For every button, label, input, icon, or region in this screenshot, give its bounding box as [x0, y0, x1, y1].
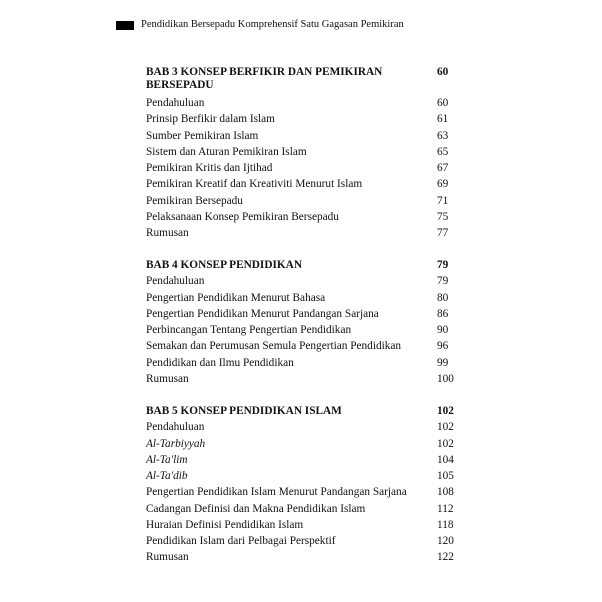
- toc-entry-label: Pemikiran Bersepadu: [146, 194, 243, 207]
- toc-entry-page: 96: [437, 340, 449, 353]
- toc-entry-label: Pengertian Pendidikan Islam Menurut Pandangan Sarjana: [146, 486, 407, 499]
- toc-entry[interactable]: [146, 371, 466, 387]
- toc-section-bab4: [146, 257, 466, 387]
- toc-entry-label: Pendahuluan: [146, 421, 205, 434]
- toc-entry[interactable]: [146, 549, 466, 565]
- toc-entry-label: Pengertian Pendidikan Menurut Pandangan Sarjana: [146, 307, 379, 320]
- toc-entry-page: 86: [437, 307, 449, 320]
- chapter-title[interactable]: [146, 257, 466, 273]
- chapter-page-number: 102: [437, 405, 454, 417]
- toc-entry[interactable]: [146, 111, 466, 127]
- toc-entry[interactable]: [146, 501, 466, 517]
- toc-section-bab3: [146, 66, 466, 241]
- running-header: Pendidikan Bersepadu Komprehensif Satu Gagasan Pemikiran: [141, 19, 404, 30]
- toc-entry-label: Huraian Definisi Pendidikan Islam: [146, 518, 304, 531]
- chapter-title[interactable]: [146, 403, 466, 419]
- toc-entry[interactable]: [146, 176, 466, 192]
- toc-entry-label: Pendidikan Islam dari Pelbagai Perspektif: [146, 535, 336, 547]
- toc-entry[interactable]: [146, 338, 466, 354]
- toc-entry[interactable]: [146, 452, 466, 468]
- toc-entry-label: Semakan dan Perumusan Semula Pengertian Pendidikan: [146, 340, 402, 353]
- toc-entry-page: 118: [437, 518, 454, 531]
- toc-entry-page: 100: [437, 372, 454, 385]
- toc-entry[interactable]: [146, 273, 466, 289]
- chapter-title-text: BAB 4 KONSEP PENDIDIKAN: [146, 259, 302, 271]
- chapter-title-text: BAB 3 KONSEP BERFIKIR DAN PEMIKIRAN BERSEPADU: [146, 66, 383, 91]
- toc-entry[interactable]: [146, 436, 466, 452]
- toc-entry-label: Perbincangan Tentang Pengertian Pendidikan: [146, 324, 352, 336]
- toc-entry-page: 77: [437, 227, 449, 239]
- toc-entry[interactable]: [146, 95, 466, 111]
- toc-entry[interactable]: [146, 533, 466, 549]
- toc-entry-page: 75: [437, 210, 449, 223]
- toc-entry-page: 71: [437, 194, 449, 207]
- toc-entry-page: 79: [437, 275, 449, 288]
- toc-entry-label: Rumusan: [146, 227, 189, 239]
- toc-entry[interactable]: [146, 468, 466, 484]
- toc-entry-page: 99: [437, 356, 449, 369]
- toc-entry[interactable]: [146, 322, 466, 338]
- toc-entry-page: 61: [437, 113, 449, 126]
- toc-entry[interactable]: [146, 484, 466, 500]
- toc-entry-page: 104: [437, 453, 454, 466]
- toc-entry-label: Pendidikan dan Ilmu Pendidikan: [146, 356, 294, 369]
- toc-entry[interactable]: [146, 306, 466, 322]
- toc-entry[interactable]: [146, 144, 466, 160]
- toc-entry-page: 105: [437, 470, 454, 482]
- toc-entry[interactable]: [146, 419, 466, 435]
- toc-entry-page: 63: [437, 129, 449, 142]
- toc-entry-label: Al-Ta'lim: [146, 453, 188, 466]
- toc-entry-page: 120: [437, 535, 454, 547]
- chapter-page-number: 60: [437, 66, 449, 78]
- toc-entry-page: 60: [437, 97, 449, 109]
- toc-entry-label: Pelaksanaan Konsep Pemikiran Bersepadu: [146, 210, 339, 223]
- toc-entry[interactable]: [146, 128, 466, 144]
- toc-entry-label: Sumber Pemikiran Islam: [146, 129, 259, 142]
- toc-entry-page: 102: [437, 421, 454, 434]
- toc-entry[interactable]: [146, 225, 466, 241]
- toc-entry-label: Cadangan Definisi dan Makna Pendidikan Islam: [146, 502, 366, 515]
- toc-entry[interactable]: [146, 290, 466, 306]
- toc-entry-label: Rumusan: [146, 551, 189, 564]
- toc-entry[interactable]: [146, 517, 466, 533]
- toc-entry-label: Rumusan: [146, 372, 189, 385]
- toc-entry-label: Sistem dan Aturan Pemikiran Islam: [146, 145, 307, 158]
- toc-entry-label: Pendahuluan: [146, 97, 205, 109]
- toc-entry[interactable]: [146, 160, 466, 176]
- header-marker: [116, 21, 134, 30]
- chapter-page-number: 79: [437, 259, 449, 271]
- chapter-title-text: BAB 5 KONSEP PENDIDIKAN ISLAM: [146, 405, 342, 417]
- toc-entry-label: Prinsip Berfikir dalam Islam: [146, 113, 275, 126]
- toc-section-bab5: [146, 403, 466, 566]
- chapter-title[interactable]: [146, 66, 466, 95]
- toc-entry-page: 108: [437, 486, 454, 499]
- toc-entry[interactable]: [146, 193, 466, 209]
- toc-entry-label: Pemikiran Kritis dan Ijtihad: [146, 162, 273, 174]
- toc-entry-label: Pengertian Pendidikan Menurut Bahasa: [146, 291, 326, 304]
- toc-entry-page: 69: [437, 178, 449, 191]
- toc-entry-page: 102: [437, 437, 454, 450]
- toc-entry-label: Pendahuluan: [146, 275, 205, 288]
- toc-entry-page: 112: [437, 502, 454, 515]
- toc-entry-label: Pemikiran Kreatif dan Kreativiti Menurut Islam: [146, 178, 363, 191]
- toc-entry-label: Al-Ta'dib: [146, 470, 188, 482]
- toc-entry[interactable]: [146, 355, 466, 371]
- toc-entry[interactable]: [146, 209, 466, 225]
- toc-entry-page: 67: [437, 162, 449, 174]
- toc-entry-page: 122: [437, 551, 454, 564]
- toc-entry-page: 80: [437, 291, 449, 304]
- toc-entry-page: 90: [437, 324, 449, 336]
- toc-entry-label: Al-Tarbiyyah: [146, 437, 206, 450]
- toc-entry-page: 65: [437, 145, 449, 158]
